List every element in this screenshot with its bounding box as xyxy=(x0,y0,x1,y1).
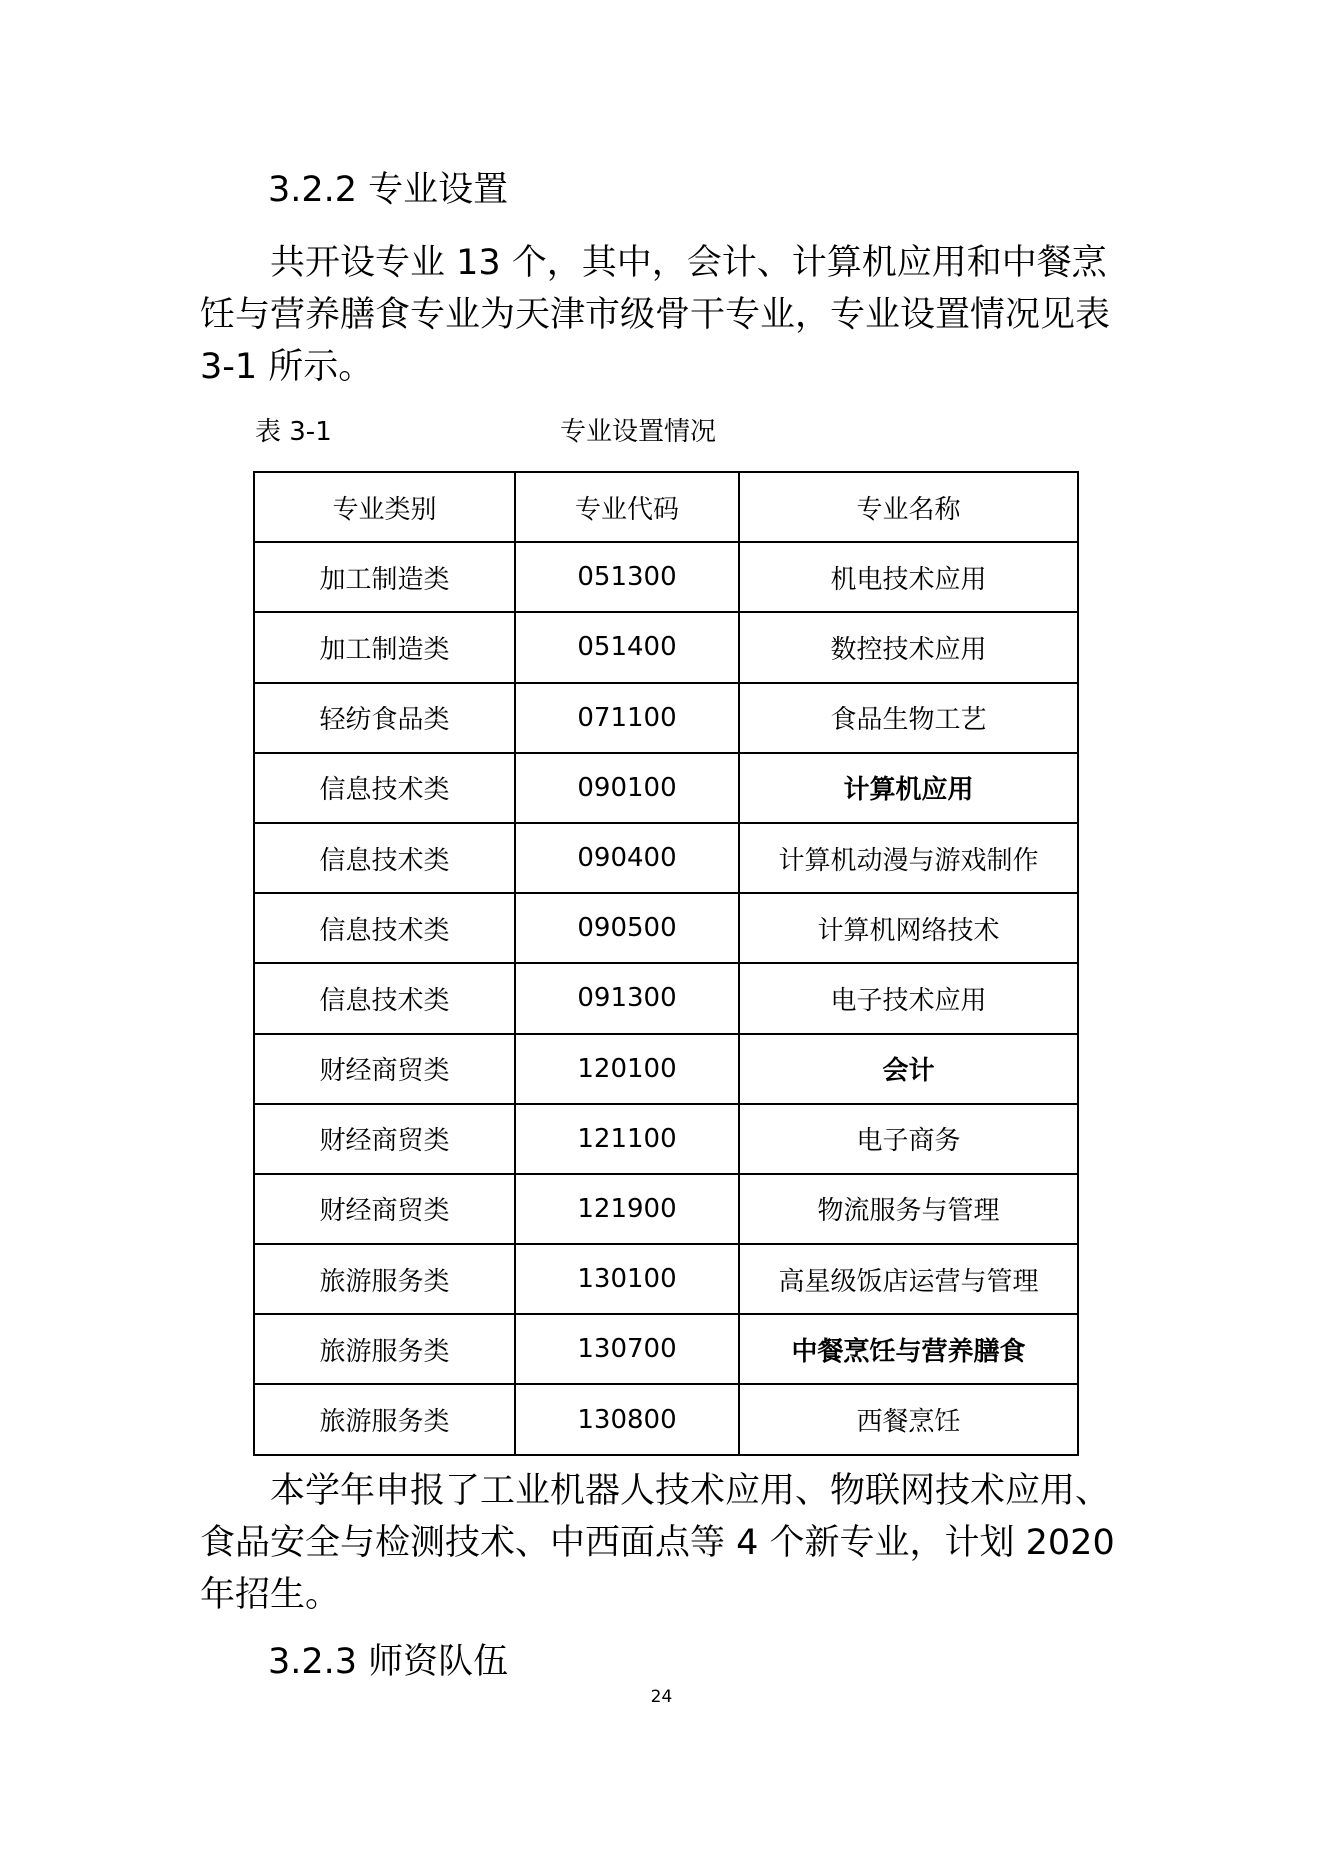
cell-code: 090500 xyxy=(515,893,739,963)
section-heading-3-2-3: 3.2.3 师资队伍 xyxy=(268,1642,509,1682)
cell-code: 090100 xyxy=(515,753,739,823)
cell-category: 财经商贸类 xyxy=(254,1104,515,1174)
new-majors-paragraph: 本学年申报了工业机器人技术应用、物联网技术应用、食品安全与检测技术、中西面点等 4 个新专业，计划 2020 年招生。 xyxy=(200,1471,1115,1615)
cell-category: 信息技术类 xyxy=(254,823,515,893)
cell-name: 会计 xyxy=(739,1034,1078,1104)
majors-table-head xyxy=(254,472,1078,542)
table-row xyxy=(254,1244,1078,1314)
table-row xyxy=(254,753,1078,823)
cell-category: 财经商贸类 xyxy=(254,1174,515,1244)
cell-code: 051400 xyxy=(515,612,739,682)
cell-code: 121100 xyxy=(515,1104,739,1174)
cell-name: 食品生物工艺 xyxy=(739,683,1078,753)
cell-code: 121900 xyxy=(515,1174,739,1244)
cell-name: 物流服务与管理 xyxy=(739,1174,1078,1244)
table-caption-title: 专业设置情况 xyxy=(560,417,717,447)
table-row xyxy=(254,1174,1078,1244)
cell-category: 信息技术类 xyxy=(254,893,515,963)
table-row xyxy=(254,893,1078,963)
cell-code: 090400 xyxy=(515,823,739,893)
table-row xyxy=(254,963,1078,1033)
cell-name: 计算机动漫与游戏制作 xyxy=(739,823,1078,893)
cell-category: 旅游服务类 xyxy=(254,1384,515,1454)
cell-name: 计算机网络技术 xyxy=(739,893,1078,963)
table-caption-number: 表 3-1 xyxy=(255,417,332,447)
cell-name: 计算机应用 xyxy=(739,753,1078,823)
cell-category: 轻纺食品类 xyxy=(254,683,515,753)
cell-code: 130100 xyxy=(515,1244,739,1314)
section-heading-3-2-2: 3.2.2 专业设置 xyxy=(268,170,509,210)
cell-code: 091300 xyxy=(515,963,739,1033)
cell-name: 数控技术应用 xyxy=(739,612,1078,682)
header-code: 专业代码 xyxy=(515,472,739,542)
table-row xyxy=(254,1034,1078,1104)
cell-code: 130800 xyxy=(515,1384,739,1454)
table-row xyxy=(254,1104,1078,1174)
cell-category: 信息技术类 xyxy=(254,963,515,1033)
cell-name: 西餐烹饪 xyxy=(739,1384,1078,1454)
page-number: 24 xyxy=(650,1687,673,1707)
table-row xyxy=(254,1384,1078,1454)
cell-code: 071100 xyxy=(515,683,739,753)
cell-code: 051300 xyxy=(515,542,739,612)
cell-category: 旅游服务类 xyxy=(254,1244,515,1314)
cell-name: 高星级饭店运营与管理 xyxy=(739,1244,1078,1314)
cell-name: 机电技术应用 xyxy=(739,542,1078,612)
cell-category: 旅游服务类 xyxy=(254,1314,515,1384)
cell-code: 120100 xyxy=(515,1034,739,1104)
cell-name: 中餐烹饪与营养膳食 xyxy=(739,1314,1078,1384)
header-category: 专业类别 xyxy=(254,472,515,542)
header-name: 专业名称 xyxy=(739,472,1078,542)
cell-code: 130700 xyxy=(515,1314,739,1384)
table-row xyxy=(254,683,1078,753)
majors-table-body xyxy=(254,542,1078,1454)
intro-paragraph: 共开设专业 13 个，其中，会计、计算机应用和中餐烹饪与营养膳食专业为天津市级骨干专业，专业设置情况见表 3-1 所示。 xyxy=(200,243,1111,387)
cell-name: 电子技术应用 xyxy=(739,963,1078,1033)
table-row xyxy=(254,542,1078,612)
cell-category: 加工制造类 xyxy=(254,612,515,682)
table-header-row xyxy=(254,472,1078,542)
cell-name: 电子商务 xyxy=(739,1104,1078,1174)
table-row xyxy=(254,823,1078,893)
cell-category: 信息技术类 xyxy=(254,753,515,823)
cell-category: 财经商贸类 xyxy=(254,1034,515,1104)
table-row xyxy=(254,612,1078,682)
majors-table xyxy=(253,471,1079,1456)
table-row xyxy=(254,1314,1078,1384)
cell-category: 加工制造类 xyxy=(254,542,515,612)
